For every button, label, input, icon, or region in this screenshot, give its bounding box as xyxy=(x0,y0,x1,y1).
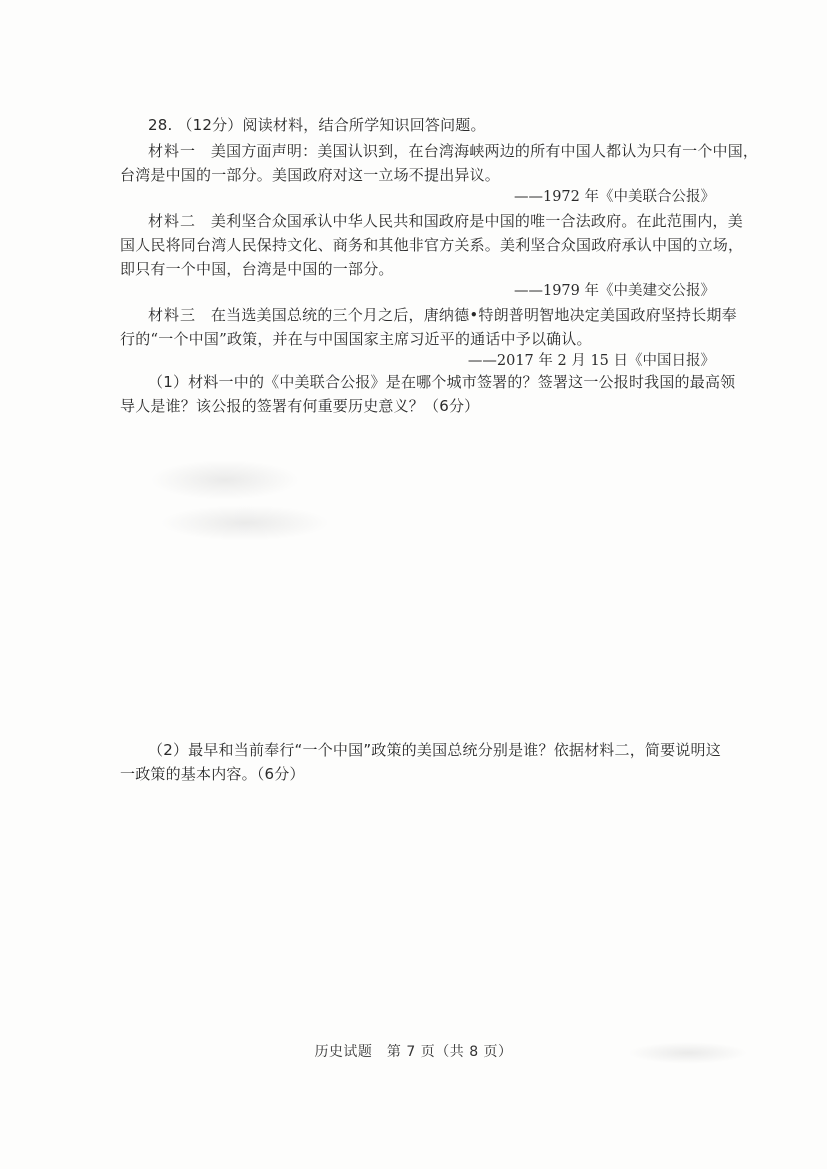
show-through-smudge xyxy=(160,505,330,541)
sub-question-2-line-2: 一政策的基本内容。（6分） xyxy=(120,765,305,783)
material-2-line-1 xyxy=(148,210,743,232)
material-2-line-2: 国人民将同台湾人民保持文化、商务和其他非官方关系。美利坚合众国政府承认中国的立场， xyxy=(120,236,744,254)
material-1-label: 材料一 xyxy=(148,142,197,160)
material-2-text-1: 美利坚合众国承认中华人民共和国政府是中国的唯一合法政府。在此范围内，美 xyxy=(210,212,743,230)
show-through-smudge xyxy=(628,1042,748,1064)
material-3-text-1: 在当选美国总统的三个月之后，唐纳德•特朗普明智地决定美国政府坚持长期奉 xyxy=(210,306,737,324)
material-1-line-2: 台湾是中国的一部分。美国政府对这一立场不提出异议。 xyxy=(120,166,501,184)
page-footer: 历史试题 第 7 页（共 8 页） xyxy=(314,1044,513,1060)
material-3-line-1 xyxy=(148,304,737,326)
material-1-text-1: 美国方面声明：美国认识到，在台湾海峡两边的所有中国人都认为只有一个中国， xyxy=(210,142,759,160)
material-2-source: ——1979 年《中美建交公报》 xyxy=(513,283,715,299)
material-3-source: ——2017 年 2 月 15 日《中国日报》 xyxy=(467,353,715,369)
material-2-line-3: 即只有一个中国，台湾是中国的一部分。 xyxy=(120,260,394,278)
sub-question-2-line-1: （2）最早和当前奉行“一个中国”政策的美国总统分别是谁？依据材料二，简要说明这 xyxy=(148,741,721,759)
question-header: 28. （12分）阅读材料，结合所学知识回答问题。 xyxy=(148,116,486,134)
material-1-source: ——1972 年《中美联合公报》 xyxy=(513,189,715,205)
material-1-line-1 xyxy=(148,140,758,162)
material-3-label: 材料三 xyxy=(148,306,197,324)
material-2-label: 材料二 xyxy=(148,212,197,230)
sub-question-1-line-1: （1）材料一中的《中美联合公报》是在哪个城市签署的？签署这一公报时我国的最高领 xyxy=(148,373,736,391)
material-3-line-2: 行的“一个中国”政策，并在与中国国家主席习近平的通话中予以确认。 xyxy=(120,330,592,348)
show-through-smudge xyxy=(150,460,300,500)
sub-question-1-line-2: 导人是谁？该公报的签署有何重要历史意义？（6分） xyxy=(120,397,480,415)
